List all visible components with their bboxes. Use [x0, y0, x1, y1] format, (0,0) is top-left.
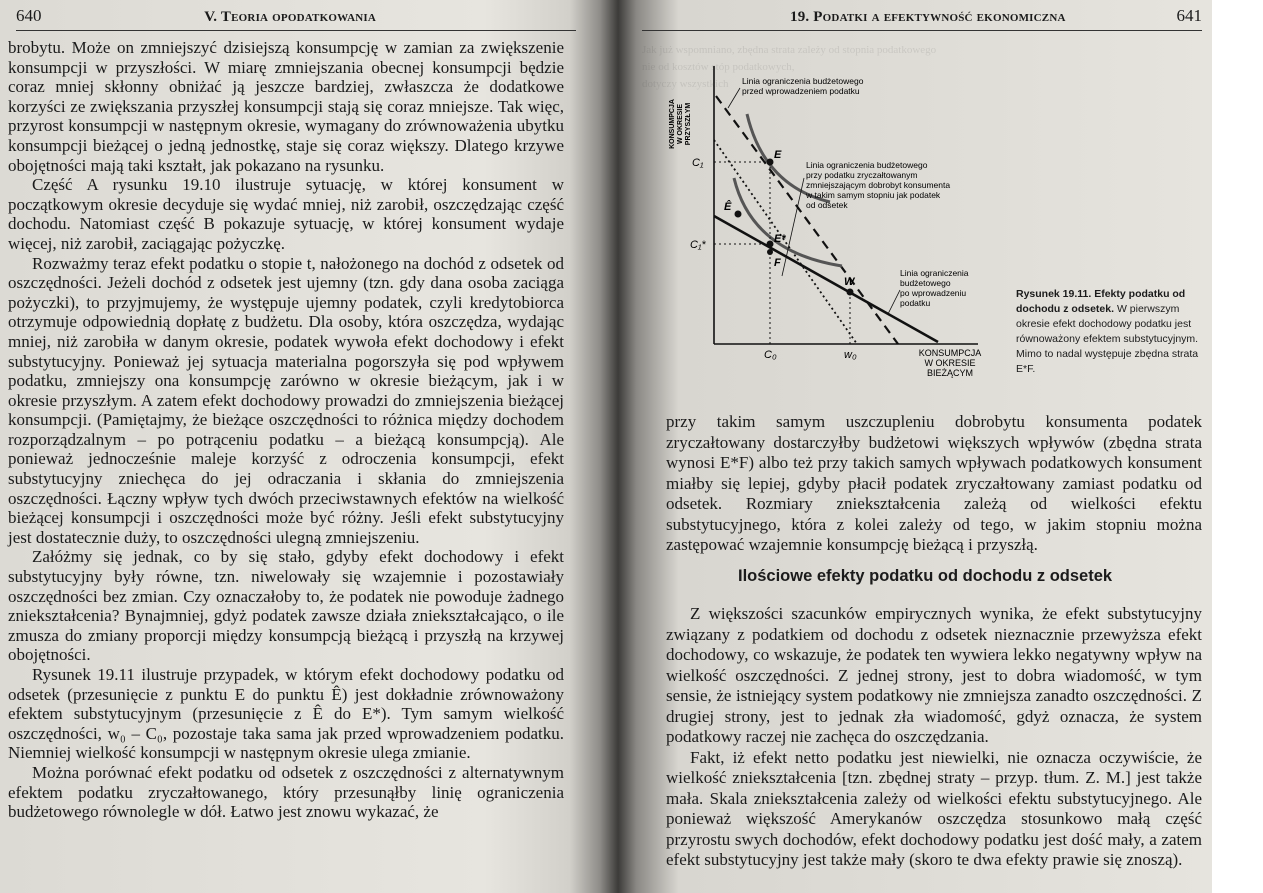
left-paragraph: Załóżmy się jednak, co by się stało, gdyby efekt dochodowy i efekt substytucyjny były równe, tzn. niwelowały się wzajemnie i pozostawiały oszczędności bez zmian. Czy oznaczałoby to, że podatek nie powoduje żadnego zniekształcenia? Bynajmniej, gdyż podatek zawsze działa zniekształcająco, o ile zmusza do zmiany proporcji między konsumpcją bieżącą i przyszłą na krzywej obojętności. [8, 547, 564, 665]
tick-c0: C₀ [764, 349, 777, 361]
svg-text:podatku: podatku [900, 298, 931, 308]
label-F: F [774, 257, 781, 269]
tick-c1-star: C₁* [690, 239, 706, 251]
label-W: W [844, 276, 855, 288]
svg-text:W OKRESIE: W OKRESIE [924, 358, 976, 368]
left-page-number: 640 [16, 6, 42, 25]
label-E-star: E* [774, 233, 786, 245]
section-title: Ilościowe efekty podatku od dochodu z odsetek [738, 567, 1113, 585]
svg-text:Linia ograniczenia budżetowego: Linia ograniczenia budżetowego [742, 76, 864, 86]
left-header [16, 6, 576, 26]
annotation-before-tax [728, 76, 864, 108]
left-page [0, 0, 600, 893]
bleed-through-text: Jak już wspomniano, zbędna strata zależy od stopnia podatkowego nie od kosztów stóp podatkowych, dotyczy wszystkich [642, 44, 937, 90]
svg-text:budżetowego: budżetowego [900, 278, 951, 288]
point-E-star [767, 241, 774, 248]
svg-text:BIEŻĄCYM: BIEŻĄCYM [926, 368, 974, 378]
left-paragraph: Rozważmy teraz efekt podatku o stopie t, nałożonego na dochód z odsetek od oszczędności. Jeżeli dochód z odsetek jest ujemny (tzn. gdy dana osoba zaciąga pożyczki), to przyjmujemy, że występuje ujemny podatek, czyli kredytobiorca otrzymuje odpowiednią dopłatę z budżetu. Dla osoby, która oszczędza, wydając mniej, niż zarobiła w danym okresie, podatek wywoła efekt dochodowy i efekt substytucyjny. Ponieważ jej sytuacja materialna pogorszyła się pod wpływem podatku, zmniejszy ona konsumpcję zarówno w okresie bieżącym, jak i w okresie przyszłym. A zatem efekt dochodowy prowadzi do zmniejszenia bieżącej konsumpcji. (Pamiętajmy, że bieżące oszczędności to różnica między dochodem rozporządzalnym – po potrąceniu podatku – a bieżącą konsumpcją). Ale ponieważ jednocześnie maleje korzyść z odroczenia konsumpcji, efekt substytucyjny zniechęca do jej odraczania i skłania do zmniejszenia oszczędności. Łączny wpływ tych dwóch przeciwstawnych efektów na wielkość bieżącej konsumpcji i oszczędności może być różny. Jeśli efekt substytucyjny jest dostatecznie duży, to oszczędności ulegną zmniejszeniu. [8, 253, 564, 547]
right-header [642, 6, 1202, 26]
tick-c1: C₁ [692, 157, 704, 169]
label-E: E [774, 149, 782, 161]
right-paragraph: przy takim samym uszczupleniu dobrobytu konsumenta podatek zryczałtowany dostarczyłby budżetowi większych wpływów (zbędna strata wynosi E*F) albo też przy takich samych wpływach podatkowych konsument miałby się lepiej, gdyby płacił podatek zryczałtowany zamiast podatku od odsetek. Rozmiary zniekształcenia zależą od wielkości efektu substytucyjnego, która z kolei zależy od tego, w jakim stopniu można zastępować wzajemnie konsumpcję bieżącą i przyszłą. [666, 412, 1202, 554]
x-axis-label [919, 348, 982, 378]
figure-caption [1016, 287, 1202, 377]
svg-text:w takim samym stopniu jak poda: w takim samym stopniu jak podatek [806, 190, 941, 200]
svg-text:PRZYSZŁYM: PRZYSZŁYM [685, 102, 692, 146]
annotation-after-tax [888, 268, 969, 314]
right-header-rule [642, 30, 1202, 31]
budget-line-before-tax [716, 96, 898, 344]
right-page-number: 641 [1176, 6, 1202, 25]
svg-text:KONSUMPCJA: KONSUMPCJA [918, 348, 982, 358]
right-paragraph: Z większości szacunków empirycznych wynika, że efekt substytucyjny związany z podatkiem od dochodu z odsetek nieznacznie przewyższa efekt dochodowy, co wskazuje, że podatek ten wywiera lekko negatywny wpływ na wielkość oszczędności. Z jednej strony, jest to dobra wiadomość, w tym sensie, że istniejący system podatkowy nie zmniejsza zanadto oszczędności. Z drugiej strony, jest to jednak zła wiadomość, gdyż oznacza, że system podatkowy raczej nie zachęca do oszczędzania. [666, 604, 1202, 746]
svg-text:przy podatku zryczałtowanym: przy podatku zryczałtowanym [806, 170, 918, 180]
left-paragraph: Część A rysunku 19.10 ilustruje sytuację, w której konsument w początkowym okresie decyduje się wydać mniej, niż zarobił, oszczędzając część dochodu. Natomiast część B pokazuje sytuację, w której konsument wydaje więcej, niż zarobił, zaciągając pożyczkę. [8, 175, 564, 253]
left-running-head: V. Teoria opodatkowania [204, 9, 376, 25]
svg-text:zmniejszającym dobrobyt konsum: zmniejszającym dobrobyt konsumenta [806, 180, 951, 190]
svg-text:Linia ograniczenia budżetowego: Linia ograniczenia budżetowego [806, 160, 928, 170]
left-body-text [8, 38, 564, 822]
svg-text:przed wprowadzeniem podatku: przed wprowadzeniem podatku [742, 86, 860, 96]
caption-label: Rysunek 19.11. Efekty podatku od dochodu z odsetek. [1016, 288, 1186, 315]
right-page [612, 0, 1212, 893]
right-body-text [666, 412, 1202, 556]
left-header-rule [16, 30, 576, 31]
point-E-hat [735, 211, 742, 218]
point-E [767, 159, 774, 166]
svg-text:KONSUMPCJA: KONSUMPCJA [669, 99, 676, 149]
point-W [847, 289, 854, 296]
left-paragraph: Można porównać efekt podatku od odsetek z oszczędności z alternatywnym efektem podatku zryczałtowanego, który przesunąłby linię ograniczenia budżetowego równolegle w dół. Łatwo jest znowu wykazać, że [8, 762, 564, 822]
left-paragraph: Rysunek 19.11 ilustruje przypadek, w którym efekt dochodowy podatku od odsetek (przesunięcie z punktu E do punktu Ê) jest dokładnie zrównoważony efektem substytucyjnym (przesunięcie z Ê do E*). Tym samym wielkość oszczędności, w₀ – C₀, pozostaje taka sama jak przed wprowadzeniem podatku. Niemniej wielkość konsumpcji w następnym okresie ulega zmianie. [8, 665, 564, 763]
caption-text: W pierwszym okresie efekt dochodowy podatku jest równoważony efektem substytucyjnym. Mimo to nadal występuje zbędna strata E*F. [1016, 303, 1199, 375]
right-paragraph: Fakt, iż efekt netto podatku jest niewielki, nie oznacza oczywiście, że wielkość zniekształcenia [tzn. zbędnej straty – przyp. tłum. Z. M.] jest także mała. Skala zniekształcenia zależy od wielkości efektu substytucyjnego. Ale ponieważ większość Amerykanów oszczędza stosunkowo małą część przyrostu swych dochodów, efekt dochodowy podatku jest dość mały, a zatem efekt substytucyjny jest także mały (skoro te dwa efekty prawie się znoszą). [666, 747, 1202, 869]
label-E-hat: Ê [724, 201, 732, 213]
figure-19-11 [652, 44, 1052, 394]
svg-text:po wprowadzeniu: po wprowadzeniu [900, 288, 967, 298]
y-axis-label [669, 99, 692, 149]
svg-text:od odsetek: od odsetek [806, 200, 848, 210]
right-section-text [666, 604, 1202, 871]
left-paragraph: brobytu. Może on zmniejszyć dzisiejszą konsumpcję w zamian za zwiększenie konsumpcji w przyszłości. W miarę zmniejszania obecnej konsumpcji będzie coraz mniej skłonny obniżać ją jeszcze bardziej, zwłaszcza że dodatkowe korzyści ze zwiększania przyszłej konsumpcji stają się coraz mniejsze. Tak więc, przyrost konsumpcji w następnym okresie, wymagany do zrównoważenia ubytku konsumpcji bieżącej o jedną jednostkę, staje się coraz większy. Dlatego krzywe obojętności mają taki kształt, jak pokazano na rysunku. [8, 38, 564, 175]
svg-text:W OKRESIE: W OKRESIE [677, 103, 684, 145]
point-F [767, 249, 773, 255]
right-running-head: 19. Podatki a efektywność ekonomiczna [790, 9, 1066, 25]
tick-w0: w₀ [844, 349, 857, 361]
svg-text:Linia ograniczenia: Linia ograniczenia [900, 268, 969, 278]
